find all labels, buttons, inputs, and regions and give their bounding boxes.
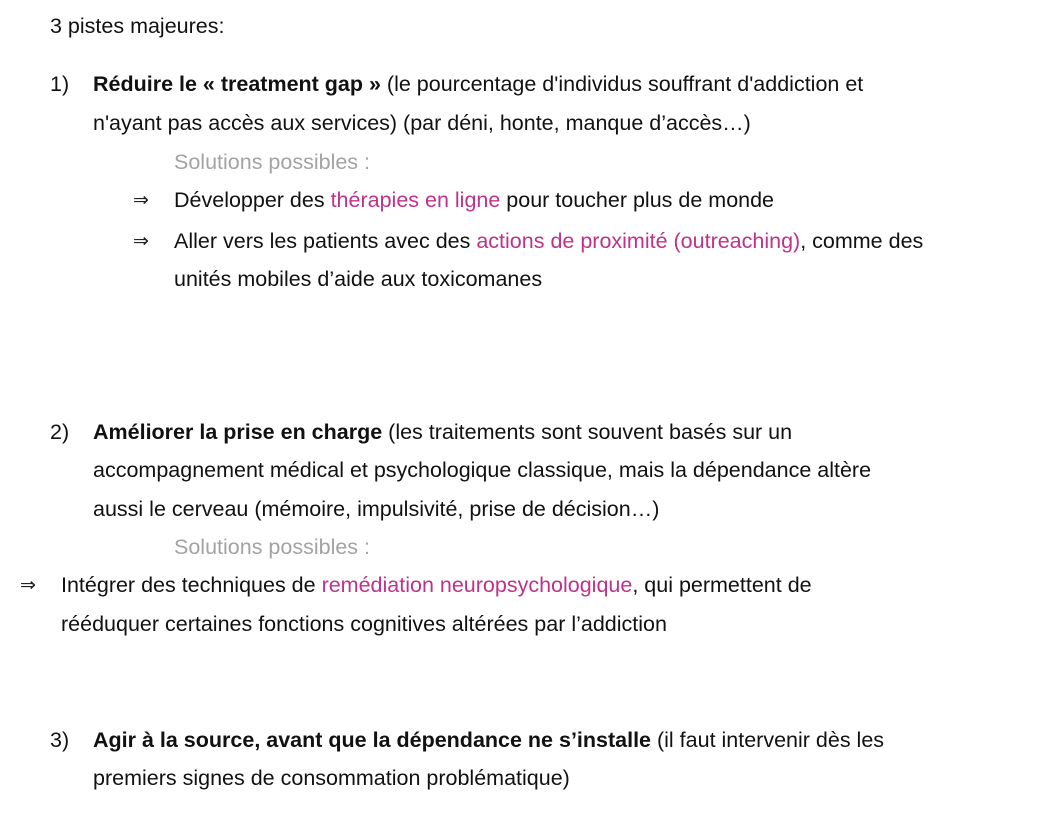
item-2-description: (les traitements sont souvent basés sur un <box>382 420 793 444</box>
solution-text: Aller vers les patients avec des <box>174 229 477 253</box>
item-3-line-1 <box>93 721 884 759</box>
solution-text: pour toucher plus de monde <box>500 188 775 212</box>
solution-text: , comme des <box>800 229 924 253</box>
item-1-line-1 <box>93 65 863 103</box>
solution-highlight: remédiation neuropsychologique <box>321 573 633 597</box>
solution-text: Développer des <box>174 188 331 212</box>
item-3-number: 3) <box>50 728 70 752</box>
item-1-title: Réduire le « treatment gap » <box>93 72 381 96</box>
solution-highlight: thérapies en ligne <box>330 188 501 212</box>
arrow-icon: ⇒ <box>133 230 149 252</box>
solution-highlight: actions de proximité (outreaching) <box>476 229 801 253</box>
solution-text: , qui permettent de <box>632 573 812 597</box>
item-1-solution-1 <box>174 181 774 219</box>
arrow-icon: ⇒ <box>20 574 36 596</box>
item-2-line-2: accompagnement médical et psychologique classique, mais la dépendance altère <box>93 458 872 482</box>
intro-heading: 3 pistes majeures: <box>50 14 225 38</box>
item-1-line-2: n'ayant pas accès aux services) (par déni, honte, manque d’accès…) <box>93 111 751 135</box>
item-2-number: 2) <box>50 420 70 444</box>
item-2-line-3: aussi le cerveau (mémoire, impulsivité, prise de décision…) <box>93 497 660 521</box>
item-3-description: (il faut intervenir dès les <box>651 728 885 752</box>
item-2-line-1 <box>93 413 792 451</box>
item-2-solution-1 <box>61 566 812 604</box>
item-3-line-2: premiers signes de consommation problématique) <box>93 766 570 790</box>
arrow-icon: ⇒ <box>133 189 149 211</box>
item-2-solution-1-line-2: rééduquer certaines fonctions cognitives altérées par l’addiction <box>61 612 667 636</box>
item-1-solution-2-line-2: unités mobiles d’aide aux toxicomanes <box>174 267 543 291</box>
item-2-title: Améliorer la prise en charge <box>93 420 383 444</box>
item-2-solutions-label: Solutions possibles : <box>174 535 370 559</box>
item-1-description: (le pourcentage d'individus souffrant d'addiction et <box>380 72 864 96</box>
item-1-solutions-label: Solutions possibles : <box>174 150 370 174</box>
solution-text: Intégrer des techniques de <box>61 573 322 597</box>
item-1-solution-2 <box>174 222 923 260</box>
item-1-number: 1) <box>50 72 70 96</box>
item-3-title: Agir à la source, avant que la dépendance ne s’installe <box>93 728 652 752</box>
